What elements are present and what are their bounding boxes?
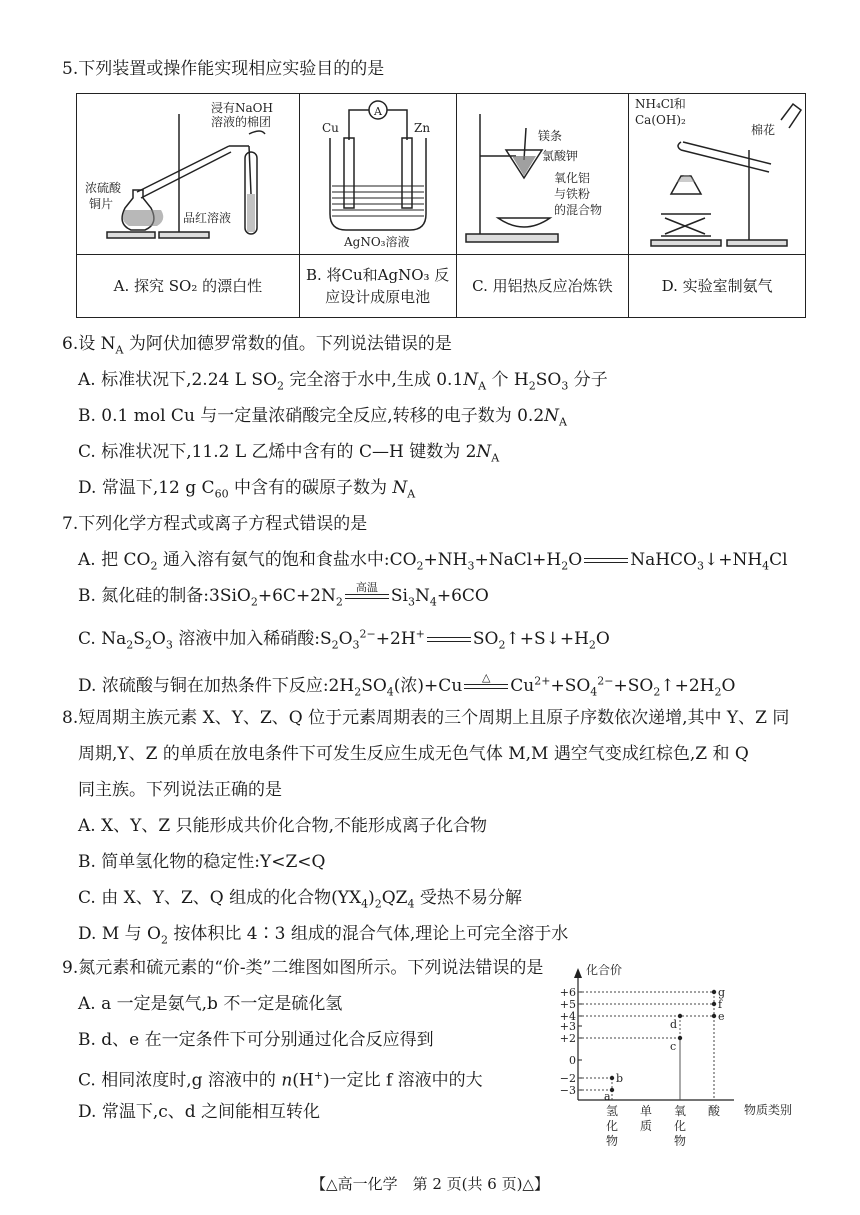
label-mixture-1: 氧化铝: [554, 171, 591, 185]
q9-option-d: D. 常温下,c、d 之间能相互转化: [78, 1102, 321, 1122]
x-category-label: 氢: [605, 1104, 619, 1118]
q8-option-c: C. 由 X、Y、Z、Q 组成的化合物$(YX_4)_2QZ_4$ 受热不易分解: [78, 888, 522, 911]
equals-sign: [582, 558, 630, 563]
apparatus-d-drawing: [631, 94, 803, 250]
label-naoh-2: 溶液的棉团: [210, 115, 271, 129]
q5-stem: 5.下列装置或操作能实现相应实验目的的是: [62, 59, 385, 79]
data-point-f: [712, 1002, 716, 1006]
label-zn-electrode: Zn: [413, 121, 430, 135]
y-tick-label: +4: [559, 1010, 576, 1023]
point-label-b: b: [616, 1072, 624, 1085]
y-tick-label: 0: [569, 1054, 576, 1067]
q7-option-d: [78, 668, 735, 705]
caption-b-line1: B. 将Cu和AgNO₃ 反: [305, 266, 450, 284]
point-label-g: g: [718, 986, 726, 999]
y-tick-label: −3: [559, 1084, 576, 1097]
caption-b-line2: 应设计成原电池: [325, 288, 431, 306]
q9-option-b: B. d、e 在一定条件下可分别通过化合反应得到: [78, 1030, 434, 1050]
label-mixture-2: 与铁粉: [554, 187, 591, 201]
x-category-label: 氧: [673, 1104, 687, 1118]
data-point-e: [712, 1014, 716, 1018]
q7-d-reactants: D. 浓硫酸与铜在加热条件下反应$:2H_2SO_4$(浓)+Cu: [78, 675, 463, 699]
label-reagent-2: Ca(OH)₂: [635, 113, 686, 127]
label-conc-acid: 浓硫酸: [84, 181, 121, 195]
q9-option-c: C. 相同浓度时,g 溶液中的 n(H+)一定比 f 溶液中的大: [78, 1069, 483, 1091]
q7-c-reactants: C. $Na_2S_2O_3$ 溶液中加入稀硝酸$:S_2O_3^{2-}+2H^+$: [78, 627, 425, 652]
q7-b-products: $Si_3N_4+6CO$: [390, 586, 489, 609]
valence-class-chart: [556, 964, 816, 1158]
x-category-label: 质: [639, 1119, 653, 1133]
data-point-g: [712, 990, 716, 994]
equals-with-condition: [462, 672, 510, 689]
q8-option-d: D. M 与 $O_2$ 按体积比 4∶3 组成的混合气体,理论上可完全溶于水: [78, 924, 569, 947]
y-tick-label: +2: [559, 1032, 576, 1045]
point-label-f: f: [718, 998, 723, 1011]
page-footer: 【△高一化学 第 2 页(共 6 页)△】: [311, 1175, 549, 1193]
x-category-label: 物: [605, 1134, 619, 1148]
apparatus-b-drawing: [302, 94, 454, 250]
q7-b-reactants: B. 氮化硅的制备$:3SiO_2+6C+2N_2$: [78, 586, 343, 609]
q6-option-d: D. 常温下,12 g $C_{60}$ 中含有的碳原子数为 $N_A$: [78, 478, 416, 501]
caption-d: D. 实验室制氨气: [629, 255, 806, 318]
q7-b-condition: 高温: [355, 581, 378, 594]
apparatus-a-drawing: [79, 94, 297, 250]
apparatus-c-cell: [456, 94, 629, 255]
label-mixture-3: 的混合物: [554, 203, 603, 217]
label-pinhong: 品红溶液: [182, 211, 231, 225]
ammeter-label: A: [373, 105, 382, 118]
q7-d-condition: △: [482, 670, 491, 684]
x-category-label: 物: [673, 1134, 687, 1148]
q6-stem: 6.设 $N_A$ 为阿伏加德罗常数的值。下列说法错误的是: [62, 334, 452, 357]
q9-stem: 9.氮元素和硫元素的“价-类”二维图如图所示。下列说法错误的是: [62, 958, 544, 978]
x-category-label: 化: [673, 1119, 687, 1133]
apparatus-c-drawing: [458, 94, 626, 250]
q5-apparatus-table: [76, 93, 806, 318]
data-point-b: [610, 1076, 614, 1080]
x-axis-label: 物质类别: [744, 1103, 793, 1117]
apparatus-b-cell: [299, 94, 456, 255]
q7-option-c: [78, 621, 610, 658]
q7-d-products: $Cu^{2+}+SO_4^{2-}+SO_2↑+2H_2O$: [510, 674, 736, 699]
point-label-a: a: [604, 1090, 611, 1103]
data-point-c: [678, 1036, 682, 1040]
label-kclo3: 氯酸钾: [542, 149, 579, 163]
q7-option-b: [78, 583, 489, 615]
caption-c: C. 用铝热反应冶炼铁: [456, 255, 629, 318]
point-label-d: d: [670, 1018, 678, 1031]
label-reagent-1: NH₄Cl和: [635, 97, 686, 111]
y-axis-arrow: [574, 968, 582, 978]
y-tick-label: +6: [559, 986, 576, 999]
point-label-e: e: [718, 1010, 725, 1023]
caption-a: A. 探究 SO₂ 的漂白性: [77, 255, 300, 318]
q7-c-products: $SO_2↑+S↓+H_2O$: [472, 628, 610, 652]
x-category-label: 化: [605, 1119, 619, 1133]
y-tick-label: +5: [559, 998, 576, 1011]
label-cu-electrode: Cu: [321, 121, 339, 135]
q7-option-a: [78, 547, 788, 579]
y-tick-label: +3: [559, 1020, 576, 1033]
y-axis-label: 化合价: [586, 964, 623, 977]
caption-b: [299, 255, 456, 318]
q8-option-b: B. 简单氢化物的稳定性:Y<Z<Q: [78, 852, 326, 872]
q8-option-a: A. X、Y、Z 只能形成共价化合物,不能形成离子化合物: [78, 816, 488, 836]
q7-a-reactants: A. 把 $CO_2$ 通入溶有氨气的饱和食盐水中$:CO_2+NH_3+NaCl+H_2O$: [78, 550, 583, 573]
q8-stem-line1: 8.短周期主族元素 X、Y、Z、Q 位于元素周期表的三个周期上且原子序数依次递增,其中 Y、Z 同: [62, 708, 790, 728]
q8-stem-line3: 同主族。下列说法正确的是: [78, 780, 282, 800]
y-tick-label: −2: [559, 1072, 576, 1085]
label-copper-sheet: 铜片: [88, 197, 113, 211]
q8-stem-line2: 周期,Y、Z 的单质在放电条件下可发生反应生成无色气体 M,M 遇空气变成红棕色,Z 和 Q: [78, 744, 749, 764]
q7-a-products: $NaHCO_3↓+NH_4Cl$: [630, 550, 788, 573]
label-agno3-solution: AgNO₃溶液: [343, 235, 410, 249]
x-category-label: 单: [639, 1104, 653, 1118]
apparatus-d-cell: [629, 94, 806, 255]
data-point-d: [678, 1014, 682, 1018]
label-cotton: 棉花: [751, 123, 776, 137]
q9-option-a: A. a 一定是氨气,b 不一定是硫化氢: [78, 994, 343, 1014]
point-label-c: c: [670, 1040, 677, 1053]
label-mg-strip: 镁条: [538, 129, 563, 143]
q6-option-a: A. 标准状况下,2.24 L $SO_2$ 完全溶于水中,生成 $0.1N_A$ 个 $H_2SO_3$ 分子: [78, 370, 608, 393]
q6-option-b: B. 0.1 mol Cu 与一定量浓硝酸完全反应,转移的电子数为 $0.2N_A$: [78, 406, 567, 429]
apparatus-a-cell: [77, 94, 300, 255]
x-category-label: 酸: [707, 1104, 721, 1118]
label-naoh-1: 浸有NaOH: [210, 101, 273, 115]
equals-with-condition: [343, 582, 391, 599]
q7-stem: 7.下列化学方程式或离子方程式错误的是: [62, 514, 368, 534]
equals-sign: [425, 637, 473, 642]
q6-option-c: C. 标准状况下,11.2 L 乙烯中含有的 C—H 键数为 $2N_A$: [78, 442, 500, 465]
